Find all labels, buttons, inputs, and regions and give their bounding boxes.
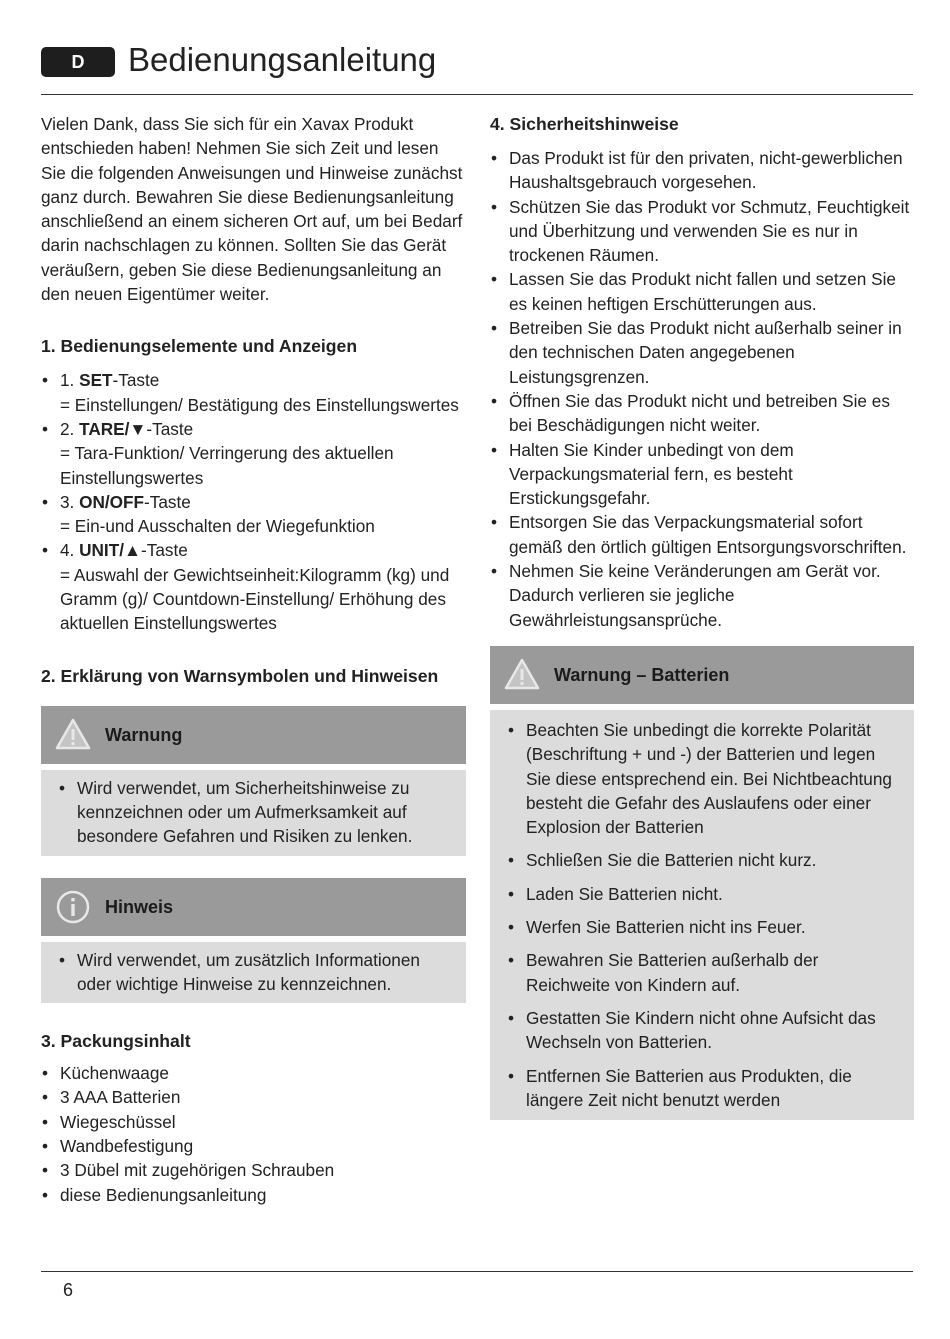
- list-item: • Halten Sie Kinder unbedingt von dem Verpackungsmaterial fern, es besteht Erstickungsgefahr.: [490, 438, 914, 511]
- list-item: • Schützen Sie das Produkt vor Schmutz, Feuchtigkeit und Überhitzung und verwenden Sie es nur in trockenen Räumen.: [490, 195, 914, 268]
- key-name: ON/OFF: [79, 491, 145, 512]
- battery-warning-body: [490, 704, 914, 1120]
- warning-box-header: [41, 706, 466, 764]
- note-box: [41, 878, 466, 1004]
- intro-paragraph: Vielen Dank, dass Sie sich für ein Xavax Produkt entschieden haben! Nehmen Sie sich Zeit und lesen Sie die folgenden Anweisungen und Hinweise zunächst ganz durch. Bewahren Sie diese Bedienungsanleitung anschließend an einem sicheren Ort auf, um bei Bedarf darin nachschlagen zu können. Sollten Sie das Gerät veräußern, geben Sie diese Bedienungsanleitung an den neuen Eigentümer weiter.: [41, 114, 463, 305]
- page-footer: [41, 1271, 913, 1300]
- battery-warning-label: Warnung – Batterien: [554, 664, 730, 685]
- left-column: [41, 112, 466, 1207]
- controls-list: [41, 368, 466, 635]
- list-item: • Wandbefestigung: [41, 1134, 466, 1158]
- section2-heading: 2. Erklärung von Warnsymbolen und Hinweisen: [41, 665, 439, 686]
- key-name: TARE/▼: [79, 418, 147, 439]
- list-item: • diese Bedienungsanleitung: [41, 1183, 466, 1207]
- list-item: • Küchenwaage: [41, 1061, 466, 1085]
- list-item: • 1. SET-Taste = Einstellungen/ Bestätigung des Einstellungswertes: [41, 368, 466, 417]
- list-item: • Laden Sie Batterien nicht.: [506, 882, 898, 906]
- list-item: • 4. UNIT/▲-Taste = Auswahl der Gewichtseinheit:Kilogramm (kg) und Gramm (g)/ Countdown-Einstellung/ Erhöhung des aktuellen Einstellungswertes: [41, 538, 466, 635]
- item-description: = Einstellungen/ Bestätigung des Einstellungswertes: [60, 394, 459, 415]
- right-column: [490, 112, 914, 1120]
- battery-warning-header: [490, 646, 914, 704]
- warning-triangle-icon: [504, 657, 540, 697]
- list-item: • Wiegeschüssel: [41, 1110, 466, 1134]
- package-contents-list: [41, 1061, 466, 1207]
- safety-list: [490, 146, 914, 632]
- list-item: • Öffnen Sie das Produkt nicht und betreiben Sie es bei Beschädigungen nicht weiter.: [490, 389, 914, 438]
- list-item: • 3. ON/OFF-Taste = Ein-und Ausschalten der Wiegefunktion: [41, 490, 466, 539]
- list-item: • 3 AAA Batterien: [41, 1085, 466, 1109]
- section4-heading: 4. Sicherheitshinweise: [490, 114, 679, 134]
- list-item: • Entsorgen Sie das Verpackungsmaterial sofort gemäß den örtlich gültigen Entsorgungsvorschriften.: [490, 510, 914, 559]
- section3-heading: 3. Packungsinhalt: [41, 1031, 191, 1052]
- key-name: UNIT/▲: [79, 540, 141, 561]
- list-item: • Schließen Sie die Batterien nicht kurz.: [506, 848, 898, 872]
- list-item: • Entfernen Sie Batterien aus Produkten, die längere Zeit nicht benutzt werden: [506, 1064, 898, 1113]
- warning-label: Warnung: [105, 724, 183, 745]
- battery-warning-box: [490, 646, 914, 1120]
- list-item: • 3 Dübel mit zugehörigen Schrauben: [41, 1158, 466, 1182]
- list-item: • Bewahren Sie Batterien außerhalb der Reichweite von Kindern auf.: [506, 948, 898, 997]
- info-circle-icon: [55, 889, 91, 931]
- warning-box-body: [41, 764, 466, 856]
- list-item: • Das Produkt ist für den privaten, nicht-gewerblichen Haushaltsgebrauch vorgesehen.: [490, 146, 914, 195]
- list-item: • Betreiben Sie das Produkt nicht außerhalb seiner in den technischen Daten angegebenen Leistungsgrenzen.: [490, 316, 914, 389]
- note-box-body: [41, 936, 466, 1004]
- item-description: = Tara-Funktion/ Verringerung des aktuellen Einstellungswertes: [60, 443, 394, 488]
- page-number: 6: [63, 1280, 74, 1300]
- section1-heading: 1. Bedienungselemente und Anzeigen: [41, 336, 358, 357]
- page-header: [41, 38, 913, 95]
- item-description: = Auswahl der Gewichtseinheit:Kilogramm (kg) und Gramm (g)/ Countdown-Einstellung/ Erhöhung des aktuellen Einstellungswertes: [60, 564, 450, 634]
- item-description: = Ein-und Ausschalten der Wiegefunktion: [60, 516, 375, 537]
- list-item: • 2. TARE/▼-Taste = Tara-Funktion/ Verringerung des aktuellen Einstellungswertes: [41, 417, 466, 490]
- warning-triangle-icon: [55, 717, 91, 757]
- list-item: • Wird verwendet, um Sicherheitshinweise zu kennzeichnen oder um Aufmerksamkeit auf besondere Gefahren und Risiken zu lenken.: [57, 776, 450, 849]
- list-item: • Lassen Sie das Produkt nicht fallen und setzen Sie es keinen heftigen Erschütterungen aus.: [490, 267, 914, 316]
- list-item: • Wird verwendet, um zusätzlich Informationen oder wichtige Hinweise zu kennzeichnen.: [57, 948, 450, 997]
- list-item: • Gestatten Sie Kindern nicht ohne Aufsicht das Wechseln von Batterien.: [506, 1006, 898, 1055]
- note-box-header: [41, 878, 466, 936]
- list-item: • Beachten Sie unbedingt die korrekte Polarität (Beschriftung + und -) der Batterien und legen Sie diese entsprechend ein. Bei Nichtbeachtung besteht die Gefahr des Auslaufens oder einer Explosion der Batterien: [506, 718, 898, 839]
- warning-box: [41, 706, 466, 856]
- list-item: • Nehmen Sie keine Veränderungen am Gerät vor. Dadurch verlieren sie jegliche Gewährleistungsansprüche.: [490, 559, 914, 632]
- language-badge: D: [41, 47, 115, 77]
- list-item: • Werfen Sie Batterien nicht ins Feuer.: [506, 915, 898, 939]
- note-label: Hinweis: [105, 896, 174, 917]
- document-title: Bedienungsanleitung: [128, 41, 437, 78]
- key-name: SET: [79, 370, 113, 391]
